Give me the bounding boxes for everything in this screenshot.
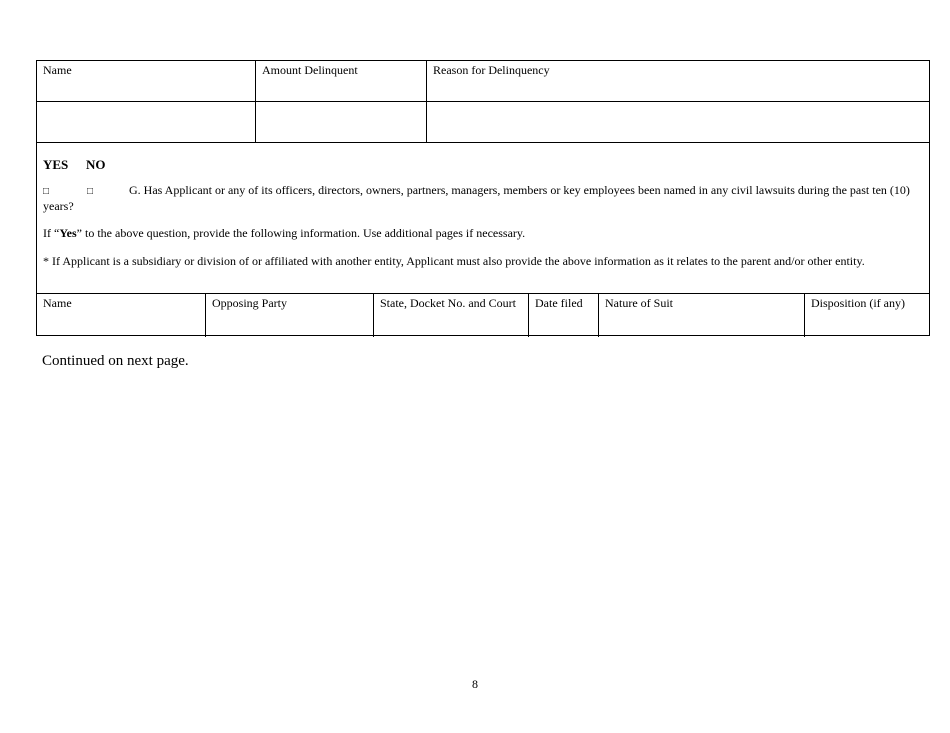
delinquency-header-reason: Reason for Delinquency	[433, 63, 550, 77]
instruction-suffix: ” to the above question, provide the following information. Use additional pages if necessary.	[76, 226, 526, 240]
yes-no-header	[43, 157, 106, 173]
delinquency-header-row	[37, 61, 929, 102]
delinquency-name-field[interactable]	[37, 102, 256, 142]
lawsuit-header-docket: State, Docket No. and Court	[374, 294, 529, 337]
delinquency-entry-row	[37, 102, 929, 143]
lawsuit-header-name: Name	[37, 294, 206, 337]
no-label: NO	[86, 157, 106, 172]
question-g	[43, 183, 913, 214]
continued-note: Continued on next page.	[42, 353, 189, 369]
footnote: * If Applicant is a subsidiary or division of or affiliated with another entity, Applicant must also provide the above information as it relates to the parent and/or other entity.	[43, 254, 865, 268]
question-g-text: G. Has Applicant or any of its officers, directors, owners, partners, managers, members or key employees been named in any civil lawsuits during the past ten (10) years?	[43, 183, 910, 213]
yes-label: YES	[43, 157, 69, 172]
yes-checkbox[interactable]: □	[43, 186, 50, 197]
delinquency-reason-field[interactable]	[427, 102, 929, 142]
no-checkbox[interactable]: □	[87, 186, 94, 197]
delinquency-header-name: Name	[37, 61, 256, 101]
lawsuit-header-row	[37, 293, 929, 337]
lawsuit-header-date-filed: Date filed	[529, 294, 599, 337]
lawsuit-header-disposition: Disposition (if any)	[811, 296, 905, 310]
delinquency-amount-field[interactable]	[256, 102, 427, 142]
question-g-block	[37, 143, 929, 293]
page-number: 8	[472, 677, 478, 691]
lawsuit-header-nature: Nature of Suit	[599, 294, 805, 337]
form-frame	[36, 60, 930, 336]
delinquency-header-amount: Amount Delinquent	[256, 61, 427, 101]
instruction-prefix: If “	[43, 226, 60, 240]
instruction-bold: Yes	[59, 226, 77, 240]
instruction-text	[43, 226, 525, 240]
lawsuit-header-opposing-party: Opposing Party	[206, 294, 374, 337]
